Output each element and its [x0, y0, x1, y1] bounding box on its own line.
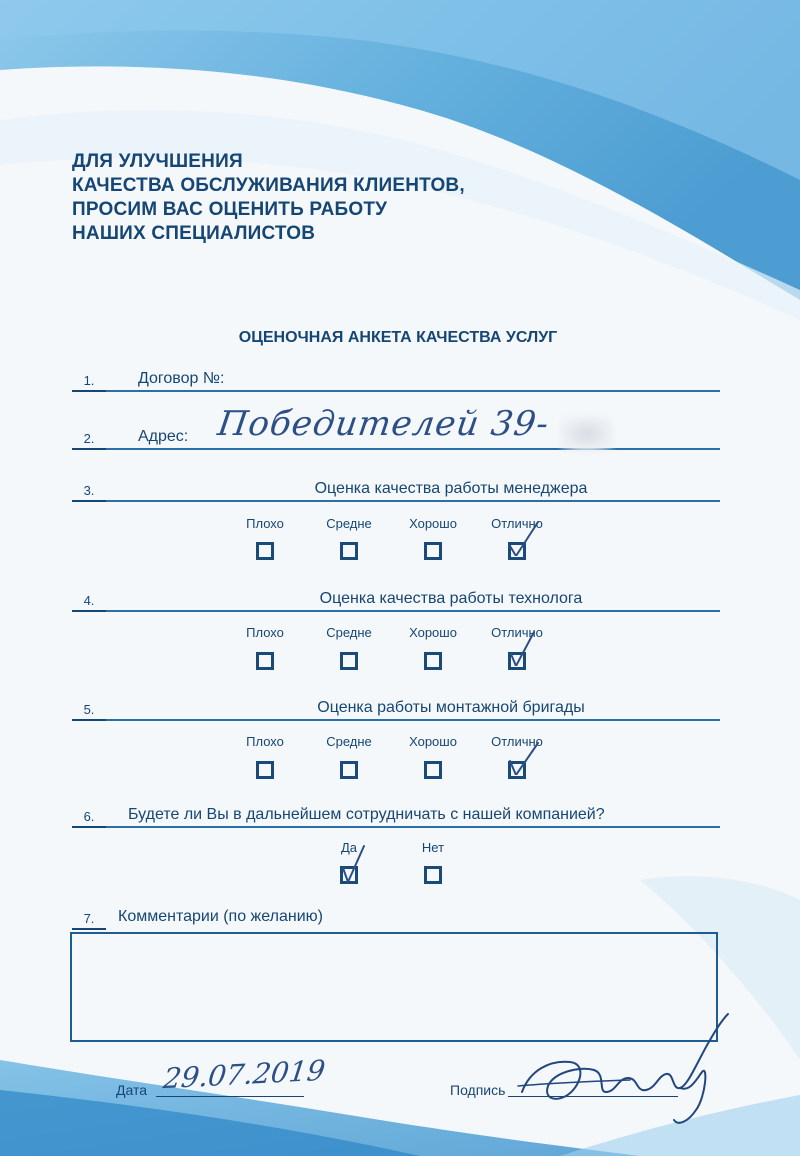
checkbox-installers-average[interactable] [340, 761, 358, 779]
option-label-bad: Плохо [246, 625, 284, 640]
signature-label: Подпись [450, 1082, 506, 1098]
address-label: Адрес: [138, 428, 189, 445]
intro-heading [72, 150, 465, 246]
checkbox-technologist-good[interactable] [424, 652, 442, 670]
contract-label: Договор №: [138, 370, 225, 387]
item-number: 1. [72, 372, 106, 392]
checkbox-technologist-bad[interactable] [256, 652, 274, 670]
date-label: Дата [116, 1082, 148, 1098]
option-label-good: Хорошо [409, 625, 457, 640]
rating-title: Оценка качества работы менеджера [314, 480, 588, 497]
heading-line: ПРОСИМ ВАС ОЦЕНИТЬ РАБОТУ [72, 199, 388, 220]
heading-line: НАШИХ СПЕЦИАЛИСТОВ [72, 223, 316, 244]
rating-row-technologist [72, 588, 720, 612]
option-label-average: Средне [326, 516, 372, 531]
checkbox-manager-average[interactable] [340, 542, 358, 560]
item-number: 3. [72, 482, 106, 502]
rating-row-manager [72, 478, 720, 502]
option-label-excellent: Отлично [491, 625, 543, 640]
checkbox-manager-excellent[interactable] [508, 542, 526, 560]
rating-title: Оценка качества работы технолога [319, 590, 583, 607]
cooperation-question: Будете ли Вы в дальнейшем сотрудничать с нашей компанией? [128, 806, 605, 823]
comments-label: Комментарии (по желанию) [118, 908, 323, 925]
checkbox-manager-good[interactable] [424, 542, 442, 560]
option-label-good: Хорошо [409, 734, 457, 749]
option-label-average: Средне [326, 734, 372, 749]
option-label-no: Нет [421, 840, 445, 855]
option-label-average: Средне [326, 625, 372, 640]
checkbox-installers-good[interactable] [424, 761, 442, 779]
checkbox-no[interactable] [424, 866, 442, 884]
checkbox-manager-bad[interactable] [256, 542, 274, 560]
address-handwriting[interactable]: Победителей 39- [215, 404, 552, 444]
option-label-excellent: Отлично [491, 734, 543, 749]
option-label-good: Хорошо [409, 516, 457, 531]
item-number: 4. [72, 592, 106, 612]
heading-line: КАЧЕСТВА ОБСЛУЖИВАНИЯ КЛИЕНТОВ, [72, 175, 465, 196]
item-number: 7. [72, 910, 106, 930]
date-line [156, 1096, 304, 1097]
option-label-yes: Да [340, 840, 358, 855]
comments-row [72, 906, 720, 928]
signature-icon [510, 1000, 750, 1140]
option-label-excellent: Отлично [491, 516, 543, 531]
checkbox-installers-excellent[interactable] [508, 761, 526, 779]
date-field[interactable]: 29.07.2019 [161, 1053, 327, 1096]
redacted-area [560, 416, 614, 452]
item-number: 2. [72, 430, 106, 450]
heading-line: ДЛЯ УЛУЧШЕНИЯ [72, 151, 243, 172]
checkbox-technologist-excellent[interactable] [508, 652, 526, 670]
checkbox-installers-bad[interactable] [256, 761, 274, 779]
option-label-bad: Плохо [246, 734, 284, 749]
contract-row [72, 368, 720, 392]
checkbox-yes[interactable] [340, 866, 358, 884]
item-number: 6. [72, 808, 106, 828]
option-label-bad: Плохо [246, 516, 284, 531]
rating-row-installers [72, 697, 720, 721]
item-number: 5. [72, 701, 106, 721]
cooperation-row [72, 804, 720, 828]
checkbox-technologist-average[interactable] [340, 652, 358, 670]
rating-title: Оценка работы монтажной бригады [317, 699, 585, 716]
form-title: ОЦЕНОЧНАЯ АНКЕТА КАЧЕСТВА УСЛУГ [238, 329, 558, 346]
